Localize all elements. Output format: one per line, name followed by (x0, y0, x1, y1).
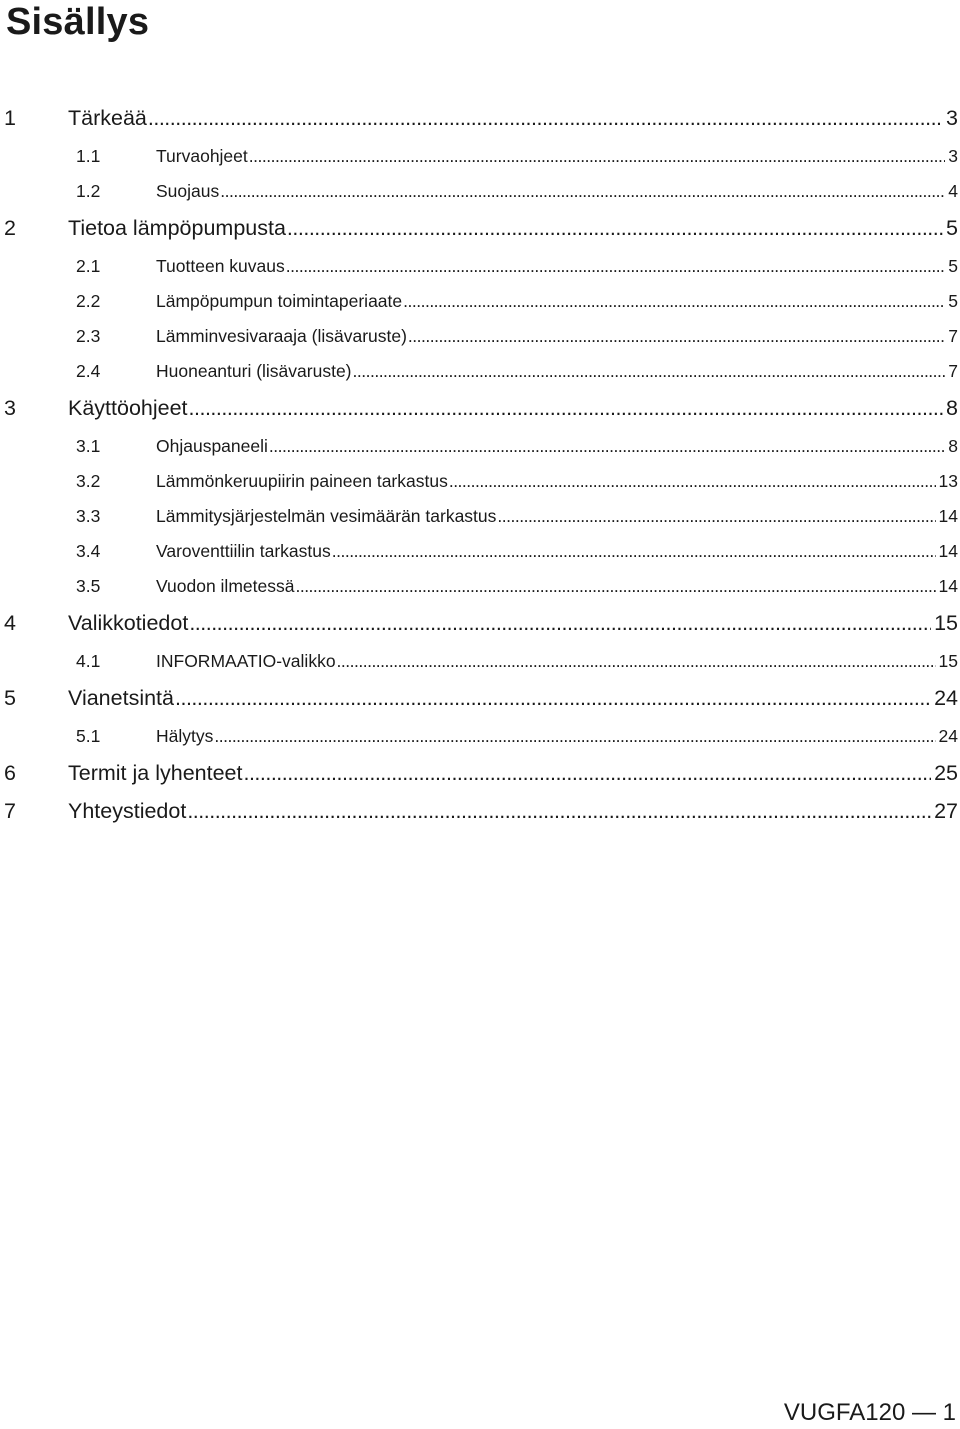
footer-doc-id: VUGFA120 (783, 1399, 906, 1426)
toc-entry-page: 24 (934, 686, 958, 710)
toc-dot-leader (189, 396, 944, 421)
toc-entry-page: 8 (946, 396, 958, 420)
toc-entry-title: Termit ja lyhenteet (68, 761, 243, 785)
toc-entry-page: 4 (948, 181, 958, 201)
toc-entry-title: Huoneanturi (lisävaruste) (156, 361, 352, 381)
toc-entry[interactable] (0, 361, 960, 387)
toc-entry[interactable] (0, 471, 960, 497)
toc-entry-title: Yhteystiedot (68, 799, 187, 823)
toc-entry-page: 14 (938, 506, 958, 526)
toc-entry-page: 25 (934, 761, 958, 785)
toc-entry[interactable] (0, 726, 960, 752)
toc-entry-number: 2.1 (76, 256, 101, 276)
footer-page-number: 1 (942, 1399, 956, 1426)
toc-entry[interactable] (0, 506, 960, 532)
toc-dot-leader (337, 651, 936, 672)
toc-entry[interactable] (0, 326, 960, 352)
toc-dot-leader (332, 541, 936, 562)
page-title: Sisällys (6, 1, 150, 43)
toc-entry-number: 1 (4, 106, 16, 130)
toc-entry[interactable] (0, 576, 960, 602)
toc-dot-leader (287, 216, 943, 241)
toc-entry-page: 5 (946, 216, 958, 240)
toc-entry-title: Turvaohjeet (156, 146, 248, 166)
toc-entry-title: Tuotteen kuvaus (156, 256, 285, 276)
toc-dot-leader (449, 471, 936, 492)
toc-entry-title: Tärkeää (68, 106, 147, 130)
toc-entry-page: 7 (948, 326, 958, 346)
toc-entry-title: Suojaus (156, 181, 220, 201)
toc-entry-number: 1.2 (76, 181, 101, 201)
toc-entry-page: 13 (938, 471, 958, 491)
toc-entry[interactable] (0, 651, 960, 677)
toc-entry-number: 5.1 (76, 726, 101, 746)
toc-dot-leader (269, 436, 945, 457)
toc-entry-number: 4 (4, 611, 16, 635)
toc-dot-leader (214, 726, 935, 747)
toc-entry-number: 3.1 (76, 436, 101, 456)
toc-entry-title: Varoventtiilin tarkastus (156, 541, 331, 561)
toc-entry-title: Lämmitysjärjestelmän vesimäärän tarkastus (156, 506, 497, 526)
toc-entry[interactable] (0, 686, 960, 716)
toc-dot-leader (408, 326, 945, 347)
toc-entry-number: 2 (4, 216, 16, 240)
toc-entry[interactable] (0, 396, 960, 426)
toc-dot-leader (148, 106, 943, 131)
toc-entry-title: Hälytys (156, 726, 214, 746)
toc-entry-title: Lämmönkeruupiirin paineen tarkastus (156, 471, 448, 491)
toc-entry-number: 7 (4, 799, 16, 823)
toc-entry[interactable] (0, 541, 960, 567)
toc-entry-page: 24 (938, 726, 958, 746)
toc-entry[interactable] (0, 106, 960, 136)
toc-entry[interactable] (0, 146, 960, 172)
toc-dot-leader (189, 611, 931, 636)
toc-entry[interactable] (0, 256, 960, 282)
toc-entry-number: 6 (4, 761, 16, 785)
toc-entry-title: Tietoa lämpöpumpusta (68, 216, 286, 240)
toc-dot-leader (175, 686, 931, 711)
toc-entry[interactable] (0, 761, 960, 791)
toc-entry-title: Vuodon ilmetessä (156, 576, 295, 596)
toc-entry-title: INFORMAATIO-valikko (156, 651, 336, 671)
toc-entry-page: 7 (948, 361, 958, 381)
toc-entry-title: Vianetsintä (68, 686, 174, 710)
toc-entry-page: 8 (948, 436, 958, 456)
toc-entry-number: 3.3 (76, 506, 101, 526)
toc-entry[interactable] (0, 216, 960, 246)
toc-entry-title: Ohjauspaneeli (156, 436, 268, 456)
toc-entry[interactable] (0, 611, 960, 641)
toc-dot-leader (353, 361, 946, 382)
toc-entry-number: 1.1 (76, 146, 101, 166)
page-footer (784, 1398, 956, 1428)
toc-entry[interactable] (0, 291, 960, 317)
toc-dot-leader (249, 146, 946, 167)
toc-entry-number: 5 (4, 686, 16, 710)
toc-entry-title: Lämminvesivaraaja (lisävaruste) (156, 326, 407, 346)
toc-entry-number: 4.1 (76, 651, 101, 671)
toc-dot-leader (243, 761, 931, 786)
toc-entry[interactable] (0, 436, 960, 462)
toc-dot-leader (187, 799, 931, 824)
toc-entry[interactable] (0, 799, 960, 829)
toc-entry-page: 5 (948, 256, 958, 276)
toc-dot-leader (220, 181, 945, 202)
toc-entry-number: 3.2 (76, 471, 101, 491)
toc-entry-page: 15 (938, 651, 958, 671)
toc-entry-page: 5 (948, 291, 958, 311)
toc-entry-title: Valikkotiedot (68, 611, 189, 635)
toc-entry-title: Käyttöohjeet (68, 396, 188, 420)
toc-entry-number: 2.4 (76, 361, 101, 381)
toc-entry-page: 14 (938, 576, 958, 596)
toc-entry-number: 3.5 (76, 576, 101, 596)
toc-entry-number: 2.3 (76, 326, 101, 346)
toc-entry-number: 2.2 (76, 291, 101, 311)
toc-entry-number: 3.4 (76, 541, 101, 561)
toc-entry-page: 3 (948, 146, 958, 166)
toc-entry-page: 15 (934, 611, 958, 635)
toc-dot-leader (286, 256, 946, 277)
toc-entry-page: 27 (934, 799, 958, 823)
toc-dot-leader (497, 506, 935, 527)
toc-entry[interactable] (0, 181, 960, 207)
footer-separator: — (911, 1399, 936, 1426)
toc-dot-leader (295, 576, 935, 597)
toc-dot-leader (403, 291, 945, 312)
toc-entry-page: 3 (946, 106, 958, 130)
toc-entry-page: 14 (938, 541, 958, 561)
toc-entry-title: Lämpöpumpun toimintaperiaate (156, 291, 403, 311)
toc-entry-number: 3 (4, 396, 16, 420)
